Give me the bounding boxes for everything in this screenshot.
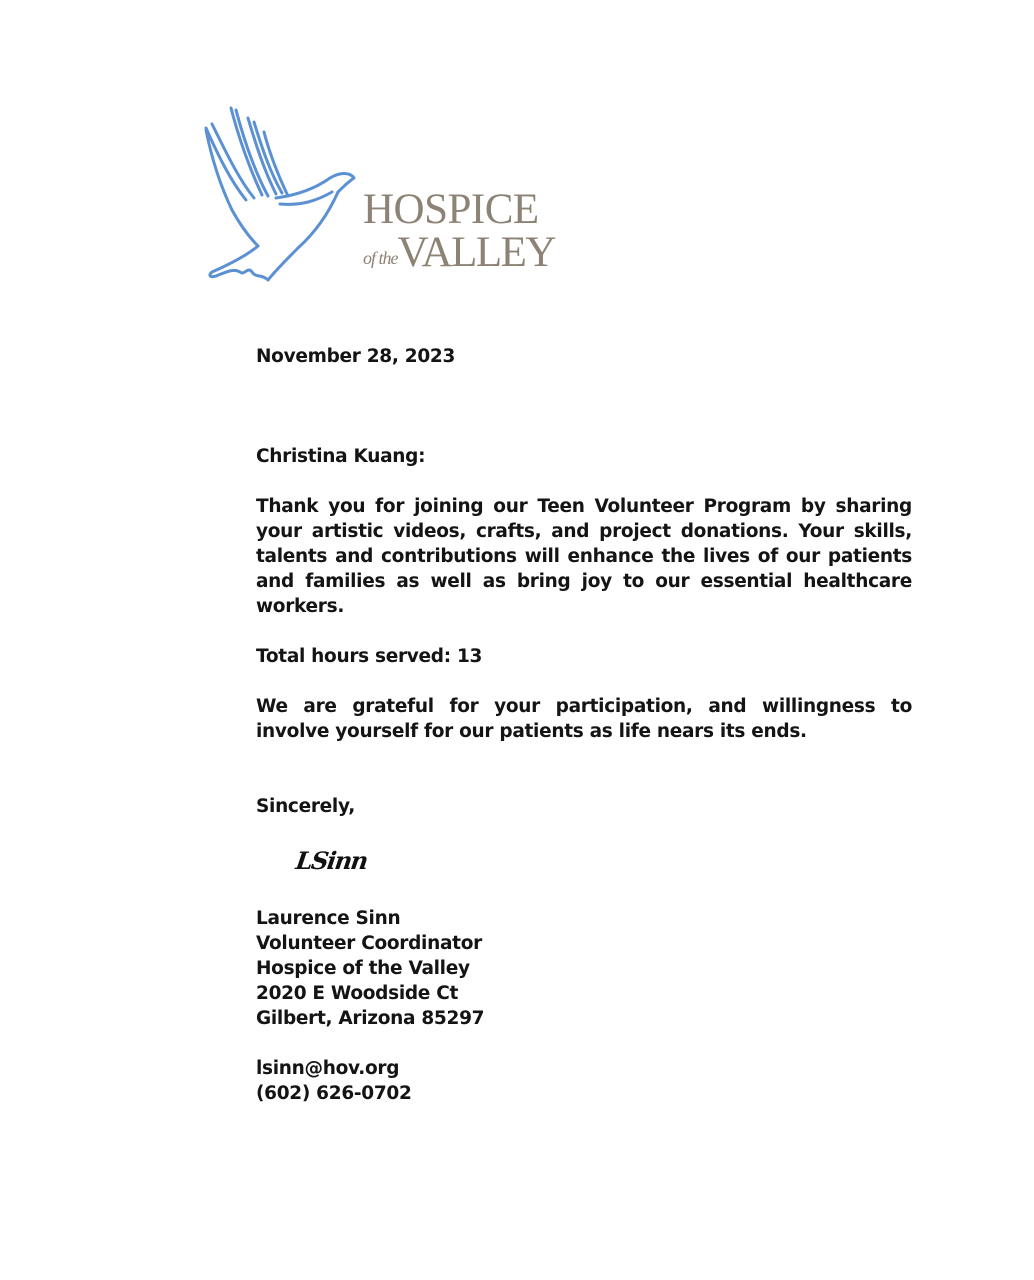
wordmark-line2 (363, 231, 555, 274)
letter-body (256, 344, 912, 1106)
sender-email: lsinn@hov.org (256, 1058, 400, 1079)
signature: LSinn (294, 846, 369, 875)
dove-hand-icon (198, 100, 363, 285)
letter-date: November 28, 2023 (256, 346, 456, 367)
wordmark-hospice: HOSPICE (363, 186, 539, 233)
total-hours: Total hours served: 13 (256, 646, 483, 667)
sender-organization: Hospice of the Valley (256, 958, 470, 979)
wordmark-of-the: of the (363, 248, 398, 268)
sender-address-line2: Gilbert, Arizona 85297 (256, 1008, 485, 1029)
sender-title: Volunteer Coordinator (256, 933, 482, 954)
sender-address-line1: 2020 E Woodside Ct (256, 983, 459, 1004)
wordmark-valley: VALLEY (397, 229, 555, 276)
sender-name: Laurence Sinn (256, 908, 401, 929)
hospice-logo (198, 100, 568, 290)
sender-phone: (602) 626-0702 (256, 1083, 412, 1104)
sender-block (256, 906, 912, 1031)
contact-block (256, 1056, 912, 1106)
gratitude-paragraph: We are grateful for your participation, and willingness to involve yourself for our patients as life nears its ends. (256, 696, 912, 742)
salutation: Christina Kuang: (256, 446, 426, 467)
hospice-wordmark (363, 188, 555, 274)
thank-you-paragraph: Thank you for joining our Teen Volunteer Program by sharing your artistic videos, crafts, and project donations. Your skills, talents and contributions will enhance the lives of our patients and families as well as bring joy to our essential healthcare workers. (256, 496, 912, 617)
closing: Sincerely, (256, 796, 356, 817)
